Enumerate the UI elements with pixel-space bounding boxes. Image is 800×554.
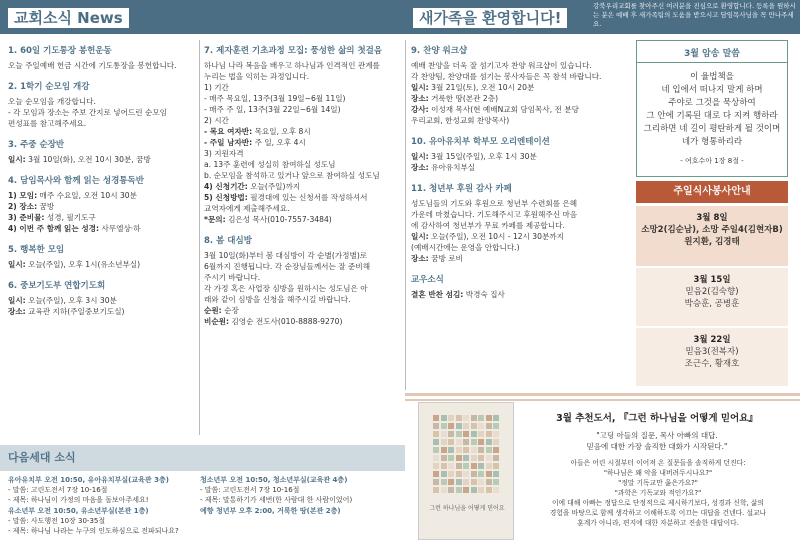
cover-tile bbox=[448, 415, 454, 421]
news-section bbox=[411, 135, 631, 173]
news-section bbox=[8, 80, 198, 129]
cover-tile bbox=[433, 463, 439, 469]
cover-tile bbox=[448, 471, 454, 477]
meal-service-item bbox=[636, 206, 788, 266]
memory-verse-line: 그리하면 네 길이 평탄하게 될 것이며 bbox=[643, 124, 781, 134]
book-desc-line: 아들은 어린 시절부터 이어져 온 질문들을 솔직하게 던진다: bbox=[570, 459, 746, 467]
cover-tile bbox=[433, 415, 439, 421]
cover-tile bbox=[433, 479, 439, 485]
news-line: 하나님 나라 복음을 배우고 하나님과 인격적인 관계를 bbox=[204, 61, 380, 70]
cover-tile bbox=[493, 471, 499, 477]
cover-tile bbox=[493, 439, 499, 445]
column-divider bbox=[199, 40, 200, 435]
cover-tile bbox=[441, 447, 447, 453]
news-section bbox=[8, 44, 198, 71]
cover-tile bbox=[463, 439, 469, 445]
news-line: (예배시간에는 운영을 안합니다.) bbox=[411, 243, 520, 252]
news-section-title: 2. 1학기 순모임 개강 bbox=[8, 82, 90, 92]
news-column-1 bbox=[8, 44, 198, 326]
cover-tile bbox=[433, 455, 439, 461]
cover-tile bbox=[463, 479, 469, 485]
news-section-title: 4. 담임목사와 함께 읽는 성경통독반 bbox=[8, 176, 144, 186]
meal-service-title: 주일식사봉사안내 bbox=[636, 181, 788, 203]
news-section bbox=[204, 234, 402, 327]
cover-tile bbox=[486, 471, 492, 477]
news-section bbox=[8, 174, 198, 234]
book-quote-line: 믿음에 대한 가장 솔직한 대화가 시작된다." bbox=[586, 442, 728, 451]
news-section-title: 5. 행복한 모임 bbox=[8, 245, 65, 255]
cover-tile bbox=[456, 431, 462, 437]
meal-names: 믿음3(전복자) bbox=[685, 347, 739, 357]
cover-tile bbox=[493, 431, 499, 437]
cover-tile bbox=[441, 471, 447, 477]
news-line: 일시: 3월 10일(화), 오전 10시 30분, 꿈방 bbox=[8, 155, 151, 164]
news-line: - 주일 남자반: 주 일, 오후 4시 bbox=[204, 138, 306, 147]
nextgen-right-list bbox=[200, 474, 405, 516]
news-line: a. 13주 훈련에 성실히 참여하실 성도님 bbox=[204, 160, 336, 169]
cover-tile bbox=[463, 455, 469, 461]
cover-tile bbox=[433, 447, 439, 453]
news-line: 4) 신청기간: 오늘(주일)까지 bbox=[204, 182, 301, 191]
news-line: 장소: 꿈방 로비 bbox=[411, 254, 463, 263]
cover-tile bbox=[478, 423, 484, 429]
cover-tile bbox=[486, 463, 492, 469]
news-line: 2) 시간 bbox=[204, 116, 229, 125]
news-line: 비순원: 김영순 전도사(010-8888-9270) bbox=[204, 317, 343, 326]
cover-tile bbox=[493, 415, 499, 421]
news-line: 우리교회, 한성교회 찬양목사) bbox=[411, 116, 510, 125]
news-line: 래와 같이 심방을 신청을 해주시길 바랍니다. bbox=[204, 295, 351, 304]
news-line: 주시기 바랍니다. bbox=[204, 273, 261, 282]
nextgen-left-list bbox=[8, 474, 203, 536]
cover-tile bbox=[493, 487, 499, 493]
cover-tile bbox=[463, 447, 469, 453]
cover-tile bbox=[471, 463, 477, 469]
book-desc-line: 이에 대해 아빠는 정답으로 단정적으로 제시하기보다, 성경과 신학, 삶의 bbox=[551, 499, 764, 507]
cover-tile bbox=[471, 439, 477, 445]
cover-tile bbox=[478, 431, 484, 437]
cover-tile bbox=[441, 455, 447, 461]
news-line: 3) 지원자격 bbox=[204, 149, 244, 158]
news-line: - 매주 주 일, 13주(3월 22일~6월 14일) bbox=[204, 105, 341, 114]
cover-tile bbox=[456, 487, 462, 493]
news-line: 3월 10일(화)부터 봄 대심방이 각 순별(가정별)로 bbox=[204, 251, 368, 260]
memory-verse-title: 3월 암송 말씀 bbox=[684, 49, 740, 59]
news-line: 장소: 교육관 지하(주일중보기도실) bbox=[8, 307, 125, 316]
cover-tile bbox=[456, 479, 462, 485]
cover-tile bbox=[433, 431, 439, 437]
cover-tile bbox=[456, 423, 462, 429]
news-section-title: 11. 청년부 후원 감사 카페 bbox=[411, 184, 512, 194]
news-section-title: 9. 찬양 워크샵 bbox=[411, 46, 468, 56]
nextgen-group-head: 유아유치부 오전 10:50, 유아유치부실(교육관 3층) bbox=[8, 476, 169, 484]
cover-tile bbox=[441, 463, 447, 469]
memory-verse-text bbox=[637, 71, 787, 149]
book-quote bbox=[522, 430, 792, 452]
book-desc-line: 훈계가 아니라, 편지에 대한 자분하고 진솔한 대답이다. bbox=[577, 519, 739, 527]
book-title: 3월 추천도서, 『그런 하나님을 어떻게 믿어요』 bbox=[556, 413, 758, 424]
news-line: 일시: 오늘(주일), 오후 3시 30분 bbox=[8, 296, 117, 305]
book-desc-line: "하나님은 왜 악을 내버려두시나요?" bbox=[603, 469, 713, 477]
cover-tile bbox=[433, 471, 439, 477]
news-line: 1) 모임: 매주 수요일, 오전 10시 30분 bbox=[8, 191, 137, 200]
nextgen-line: - 제목: 말통하기가 세번(한 사람대 한 사람이었어) bbox=[200, 496, 353, 504]
book-desc-line: 경험을 바탕으로 함께 생각하고 이해하도록 이끄는 대답을 건넨다. 설교나 bbox=[549, 509, 767, 517]
column-divider bbox=[405, 40, 406, 390]
memory-verse-line: 그 안에 기록된 대로 다 지켜 행하라 bbox=[646, 111, 778, 121]
meal-names: 박승훈, 공병훈 bbox=[684, 299, 740, 309]
cover-tile bbox=[493, 463, 499, 469]
news-line: 예배 찬양을 더욱 잘 섬기고자 찬양 워크샵이 있습니다. bbox=[411, 61, 592, 70]
cover-tile bbox=[463, 423, 469, 429]
cover-tile bbox=[456, 471, 462, 477]
news-section-title: 10. 유아유치부 학부모 오리엔테이션 bbox=[411, 137, 550, 147]
cover-tile bbox=[493, 423, 499, 429]
book-quote-line: "고딩 아들의 질문, 목사 아빠의 대답. bbox=[596, 431, 718, 440]
memory-verse-reference: - 여호수아 1장 8절 - bbox=[680, 157, 744, 165]
news-title: 교회소식 News bbox=[8, 8, 129, 28]
news-section-title: 8. 봄 대심방 bbox=[204, 236, 252, 246]
cover-tile bbox=[441, 431, 447, 437]
nextgen-line: - 말씀: 고린도전서 7장 10-16절 bbox=[8, 486, 108, 494]
news-line: 1) 기간 bbox=[204, 83, 229, 92]
news-section bbox=[411, 44, 631, 126]
cover-tile bbox=[433, 487, 439, 493]
meal-date: 3월 15일 bbox=[693, 275, 731, 285]
news-line: 편성표를 참고해주세요. bbox=[8, 119, 87, 128]
cover-tile bbox=[456, 463, 462, 469]
nextgen-line: - 제목: 하나님이 가정의 마음을 돌보아주세요! bbox=[8, 496, 149, 504]
news-section-title: 1. 60일 기도통장 봉헌운동 bbox=[8, 46, 112, 56]
meal-names: 소망2(김순남), 소망 주일4(김현자B) bbox=[641, 225, 783, 235]
cover-tile bbox=[448, 423, 454, 429]
memory-verse-box bbox=[636, 40, 788, 177]
book-desc-line: "정말 기독교만 옳은가요?" bbox=[618, 479, 698, 487]
news-line: 장소: 유아유치부실 bbox=[411, 163, 476, 172]
cover-tile bbox=[486, 487, 492, 493]
nextgen-group-head: 청소년부 오전 10:50, 청소년부실(교육관 4층) bbox=[200, 476, 348, 484]
cover-tile bbox=[448, 431, 454, 437]
cover-tile bbox=[478, 479, 484, 485]
book-description bbox=[522, 458, 794, 528]
news-line: - 매주 목요일, 13주(3월 19일~6월 11일) bbox=[204, 94, 346, 103]
news-line: 결혼 반찬 섬김: 박경숙 집사 bbox=[411, 290, 505, 299]
welcome-title: 새가족을 환영합니다! bbox=[413, 8, 567, 28]
meal-date: 3월 22일 bbox=[693, 335, 731, 345]
news-line: - 각 모임과 장소는 주보 간지로 넣어드린 순모임 bbox=[8, 108, 168, 117]
news-line: 순원: 순장 bbox=[204, 306, 239, 315]
cover-tile bbox=[456, 439, 462, 445]
news-line: 누리는 법을 익히는 과정입니다. bbox=[204, 72, 310, 81]
news-section bbox=[411, 273, 631, 300]
news-section bbox=[204, 44, 402, 225]
book-cover-image bbox=[418, 402, 514, 540]
news-line: 장소: 거룩한 땅(본관 2층) bbox=[411, 94, 499, 103]
cover-tile bbox=[456, 455, 462, 461]
news-line: 일시: 오늘(주일), 오후 1시(유소년부실) bbox=[8, 260, 141, 269]
news-line: 성도님들의 기도와 후원으로 청년부 수련회를 은혜 bbox=[411, 199, 578, 208]
cover-tile bbox=[448, 479, 454, 485]
book-cover-title: 그런 하나님을 어떻게 믿어요 bbox=[429, 505, 505, 512]
news-line: 일시: 오늘(주일), 오전 10시 - 12시 30분까지 bbox=[411, 232, 564, 241]
cover-tile bbox=[493, 447, 499, 453]
news-section-title: 6. 중보기도부 연합기도회 bbox=[8, 281, 106, 291]
cover-tile bbox=[463, 463, 469, 469]
news-line: 오늘 주일예배 헌금 시간에 기도통장을 봉헌합니다. bbox=[8, 61, 177, 70]
cover-tile bbox=[463, 431, 469, 437]
cover-tile bbox=[478, 415, 484, 421]
cover-tile bbox=[478, 487, 484, 493]
cover-tile bbox=[486, 439, 492, 445]
cover-tile bbox=[441, 423, 447, 429]
cover-tile bbox=[471, 423, 477, 429]
cover-tile bbox=[448, 487, 454, 493]
cover-tile bbox=[433, 439, 439, 445]
cover-tile bbox=[486, 431, 492, 437]
news-line: b. 순모임을 참석하고 있거나 앞으로 참여하실 성도님 bbox=[204, 171, 380, 180]
news-line: 일시: 3월 15일(주일), 오후 1시 30분 bbox=[411, 152, 537, 161]
cover-tile bbox=[493, 479, 499, 485]
cover-tile bbox=[478, 447, 484, 453]
news-line: 에 감사하여 청년부가 무료 카페를 제공합니다. bbox=[411, 221, 565, 230]
memory-verse-line: 이 율법책을 bbox=[690, 72, 734, 82]
meal-names: 믿음2(김숙향) bbox=[685, 287, 739, 297]
news-column-3 bbox=[411, 44, 631, 309]
cover-tile bbox=[493, 455, 499, 461]
cover-tile bbox=[471, 415, 477, 421]
news-line: 교역자에게 제출해주세요. bbox=[204, 204, 290, 213]
meal-service-item bbox=[636, 268, 788, 326]
news-section bbox=[8, 138, 198, 165]
cover-tile bbox=[441, 439, 447, 445]
news-line: 각 찬양팀, 찬양대를 섬기는 봉사자들은 꼭 참석 바랍니다. bbox=[411, 72, 602, 81]
cover-tile bbox=[478, 439, 484, 445]
nextgen-title: 다음세대 소식 bbox=[8, 451, 76, 464]
cover-tile bbox=[486, 415, 492, 421]
cover-tile bbox=[478, 471, 484, 477]
cover-tile bbox=[456, 415, 462, 421]
cover-tile bbox=[471, 471, 477, 477]
news-section-title: 교우소식 bbox=[411, 275, 444, 285]
nextgen-line: - 말씀: 사도행전 10장 30-35절 bbox=[8, 517, 106, 525]
cover-tile bbox=[486, 447, 492, 453]
meal-names: 원지환, 김경태 bbox=[684, 237, 740, 247]
news-line: 오늘 순모임을 개강합니다. bbox=[8, 97, 96, 106]
cover-tile bbox=[448, 463, 454, 469]
news-line: 가운데 마쳤습니다. 기도해주시고 후원해주신 마음 bbox=[411, 210, 578, 219]
cover-tile bbox=[463, 487, 469, 493]
news-line: 3) 준비물: 성경, 필기도구 bbox=[8, 213, 96, 222]
news-line: 4) 이번 주 함께 읽는 성경: 사무엘상·하 bbox=[8, 224, 141, 233]
news-section bbox=[411, 182, 631, 264]
news-line: 6월까지 진행됩니다. 각 순장님들께서는 잘 준비해 bbox=[204, 262, 371, 271]
welcome-note: 강북우리교회를 찾아주신 여러분을 진심으로 환영합니다. 등록을 원하시는 분은 예배 후 새가족팀의 도움을 받으시고 담임목사님을 꼭 만나주세요. bbox=[593, 2, 796, 28]
nextgen-line: - 제목: 하나님 나라는 누구의 인도하심으로 전파되나요? bbox=[8, 527, 179, 535]
news-line: - 목요 여자반: 목요일, 오후 8시 bbox=[204, 127, 311, 136]
news-column-2 bbox=[204, 44, 402, 336]
cover-tile bbox=[471, 455, 477, 461]
cover-tile bbox=[486, 423, 492, 429]
cover-tile bbox=[486, 479, 492, 485]
news-section-title: 3. 주중 순장반 bbox=[8, 140, 65, 150]
cover-tile bbox=[456, 447, 462, 453]
news-line: 5) 신청방법: 필경대에 있는 신청서를 작성하셔서 bbox=[204, 193, 368, 202]
nextgen-group-head: 예향 청년부 오후 2:00, 거룩한 땅(본관 2층) bbox=[200, 507, 341, 515]
cover-tile bbox=[471, 479, 477, 485]
meal-service-item bbox=[636, 328, 788, 386]
memory-verse-line: 네 입에서 떠나지 말게 하며 bbox=[661, 85, 763, 95]
cover-tile bbox=[441, 487, 447, 493]
nextgen-group-head: 유소년부 오전 10:50, 유소년부실(본관 1층) bbox=[8, 507, 149, 515]
cover-tile bbox=[478, 463, 484, 469]
cover-tile bbox=[441, 415, 447, 421]
news-section bbox=[8, 243, 198, 270]
cover-tile bbox=[463, 415, 469, 421]
cover-tile bbox=[463, 471, 469, 477]
news-line: 각 가정 혹은 사업장 심방을 원하시는 성도님은 아 bbox=[204, 284, 368, 293]
news-line: 2) 장소: 꿈방 bbox=[8, 202, 55, 211]
cover-tile bbox=[471, 487, 477, 493]
cover-tile bbox=[471, 447, 477, 453]
news-line: *문의: 김은성 목사(010-7557-3484) bbox=[204, 215, 332, 224]
cover-tile bbox=[471, 431, 477, 437]
book-desc-line: "과학은 기독교와 적인가요?" bbox=[614, 489, 702, 497]
meal-date: 3월 8일 bbox=[696, 213, 728, 223]
cover-tile bbox=[448, 455, 454, 461]
nextgen-line: - 말씀: 고린도전서 7장 10-16절 bbox=[200, 486, 300, 494]
cover-tile bbox=[448, 439, 454, 445]
news-line: 일시: 3월 21일(토), 오전 10시 20분 bbox=[411, 83, 535, 92]
memory-verse-line: 주야로 그것을 묵상하여 bbox=[668, 98, 756, 108]
cover-tile bbox=[441, 479, 447, 485]
cover-tile bbox=[448, 447, 454, 453]
news-line: 강사: 이성재 목사(현 예배N교회 담임목사, 전 분당 bbox=[411, 105, 579, 114]
memory-verse-line: 네가 형통하리라 bbox=[681, 137, 743, 147]
meal-names: 조근수, 황재호 bbox=[684, 359, 740, 369]
cover-tile bbox=[486, 455, 492, 461]
news-section bbox=[8, 279, 198, 317]
cover-tile bbox=[433, 423, 439, 429]
cover-tile bbox=[478, 455, 484, 461]
news-section-title: 7. 제자훈련 기초과정 모집: 풍성한 삶의 첫걸음 bbox=[204, 46, 383, 56]
